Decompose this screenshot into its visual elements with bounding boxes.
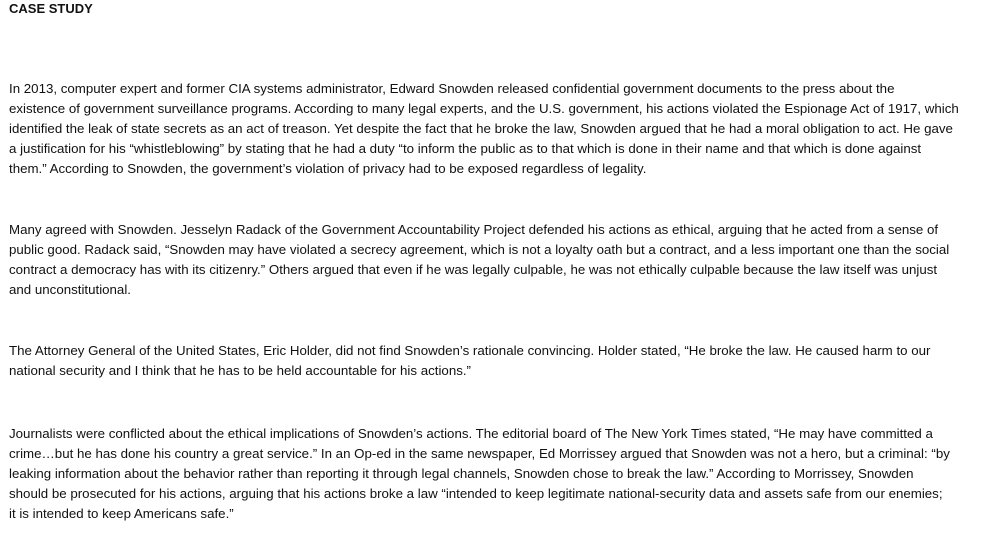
paragraph-line: leaking information about the behavior rather than reporting it through legal channels, Snowden chose to break the law.” According to Morrissey, Snowden xyxy=(9,466,914,481)
paragraph-line: existence of government surveillance programs. According to many legal experts, and the U.S. government, his actions violated the Espionage Act of 1917, which xyxy=(9,101,959,116)
paragraph-line: contract a democracy has with its citizenry.” Others argued that even if he was legally culpable, he was not ethically culpable because the law itself was unjust xyxy=(9,262,938,277)
paragraph-line: identified the leak of state secrets as an act of treason. Yet despite the fact that he broke the law, Snowden argued that he had a moral obligation to act. He gave xyxy=(9,121,953,136)
paragraph-radack-support xyxy=(9,220,994,300)
paragraph-line: should be prosecuted for his actions, arguing that his actions broke a law “intended to keep legitimate national-security data and assets safe from our enemies; xyxy=(9,486,943,501)
paragraph-line: In 2013, computer expert and former CIA systems administrator, Edward Snowden released confidential government documents to the press about the xyxy=(9,81,895,96)
paragraph-line: and unconstitutional. xyxy=(9,282,131,297)
paragraph-line: a justification for his “whistleblowing” by stating that he had a duty “to inform the public as to that which is done in their name and that which is done against xyxy=(9,141,922,156)
paragraph-line: crime…but he has done his country a great service.” In an Op-ed in the same newspaper, Ed Morrissey argued that Snowden was not a hero, but a criminal: “by xyxy=(9,446,950,461)
paragraph-line: public good. Radack said, “Snowden may have violated a secrecy agreement, which is not a loyalty oath but a contract, and a less important one than the social xyxy=(9,242,950,257)
paragraph-line: them.” According to Snowden, the government’s violation of privacy had to be exposed regardless of legality. xyxy=(9,161,647,176)
case-study-heading: CASE STUDY xyxy=(9,1,93,16)
paragraph-holder-response xyxy=(9,341,994,381)
paragraph-line: national security and I think that he has to be held accountable for his actions.” xyxy=(9,363,471,378)
paragraph-line: Many agreed with Snowden. Jesselyn Radack of the Government Accountability Project defended his actions as ethical, arguing that he acted from a sense of xyxy=(9,222,939,237)
paragraph-line: Journalists were conflicted about the ethical implications of Snowden’s actions. The editorial board of The New York Times stated, “He may have committed a xyxy=(9,426,933,441)
paragraph-line: The Attorney General of the United States, Eric Holder, did not find Snowden’s rationale convincing. Holder stated, “He broke the law. He caused harm to our xyxy=(9,343,931,358)
paragraph-journalists-conflict xyxy=(9,424,994,524)
paragraph-snowden-leak xyxy=(9,79,994,179)
paragraph-line: it is intended to keep Americans safe.” xyxy=(9,506,234,521)
